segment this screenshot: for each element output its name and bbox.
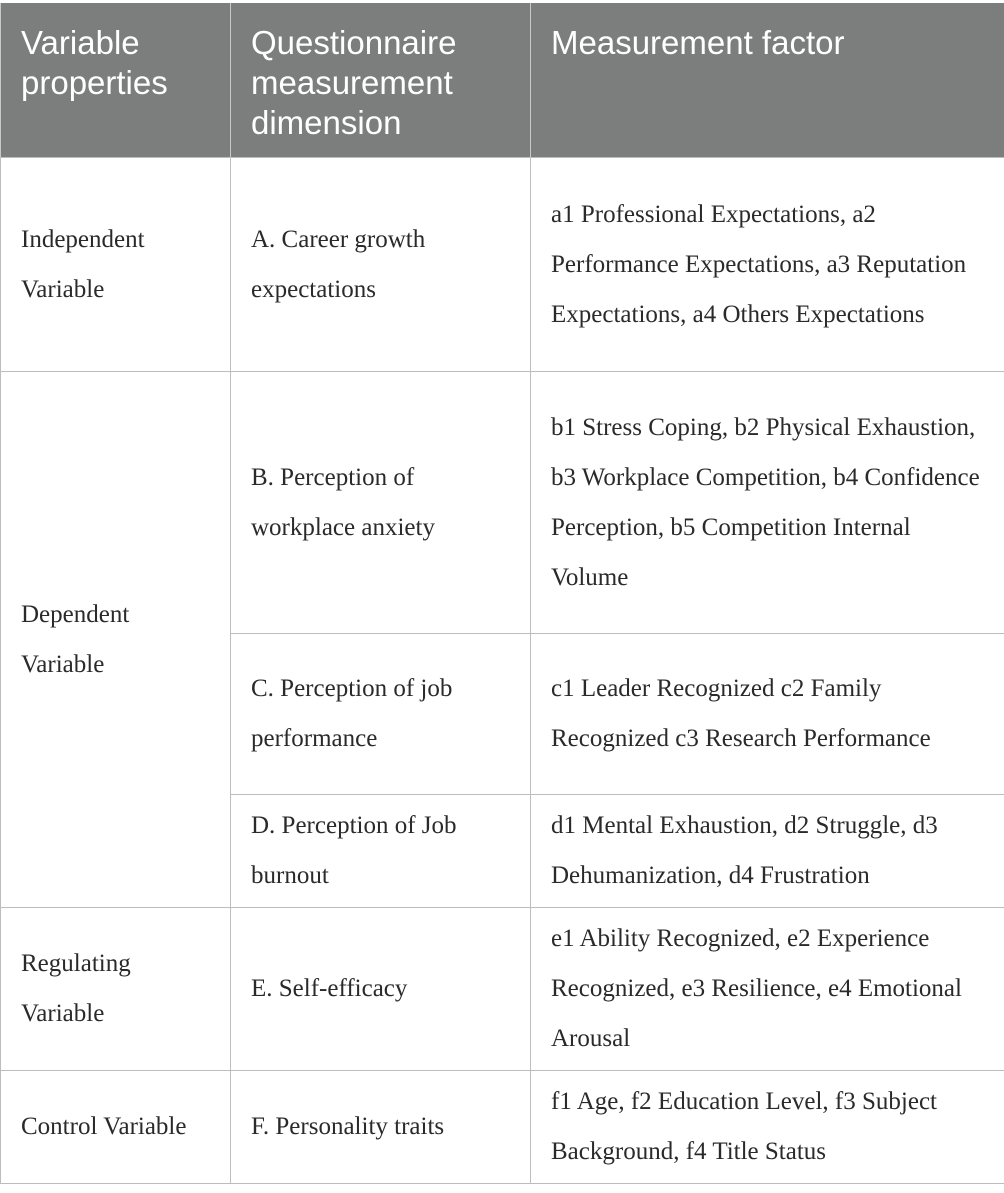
factor-cell: a1 Professional Expectations, a2 Performance Expectations, a3 Reputation Expectations, a4 Others Expectations xyxy=(531,158,1004,372)
factor-cell: c1 Leader Recognized c2 Family Recognized c3 Research Performance xyxy=(531,634,1004,795)
header-variable-properties: Variable properties xyxy=(1,3,231,158)
header-row xyxy=(1,3,1004,158)
factor-cell: d1 Mental Exhaustion, d2 Struggle, d3 Dehumanization, d4 Frustration xyxy=(531,795,1004,908)
header-measurement-factor: Measurement factor xyxy=(531,3,1004,158)
variable-property-cell: Regulating Variable xyxy=(1,908,231,1071)
dimension-cell: C. Perception of job performance xyxy=(231,634,531,795)
table-row xyxy=(1,1071,1004,1184)
table-row xyxy=(1,372,1004,634)
dimension-cell: B. Perception of workplace anxiety xyxy=(231,372,531,634)
table-row xyxy=(1,158,1004,372)
variable-property-cell: Control Variable xyxy=(1,1071,231,1184)
dimension-cell: E. Self-efficacy xyxy=(231,908,531,1071)
header-measurement-dimension: Questionnaire measurement dimension xyxy=(231,3,531,158)
dimension-cell: F. Personality traits xyxy=(231,1071,531,1184)
factor-cell: f1 Age, f2 Education Level, f3 Subject Background, f4 Title Status xyxy=(531,1071,1004,1184)
dimension-cell: D. Perception of Job burnout xyxy=(231,795,531,908)
variable-property-cell: Dependent Variable xyxy=(1,372,231,908)
variable-property-cell: Independent Variable xyxy=(1,158,231,372)
table-body xyxy=(1,158,1004,1184)
factor-cell: e1 Ability Recognized, e2 Experience Recognized, e3 Resilience, e4 Emotional Arousal xyxy=(531,908,1004,1071)
dimension-cell: A. Career growth expectations xyxy=(231,158,531,372)
table-row xyxy=(1,908,1004,1071)
table-header xyxy=(1,3,1004,158)
factor-cell: b1 Stress Coping, b2 Physical Exhaustion, b3 Workplace Competition, b4 Confidence Perception, b5 Competition Internal Volume xyxy=(531,372,1004,634)
measurement-table xyxy=(0,3,1004,1184)
